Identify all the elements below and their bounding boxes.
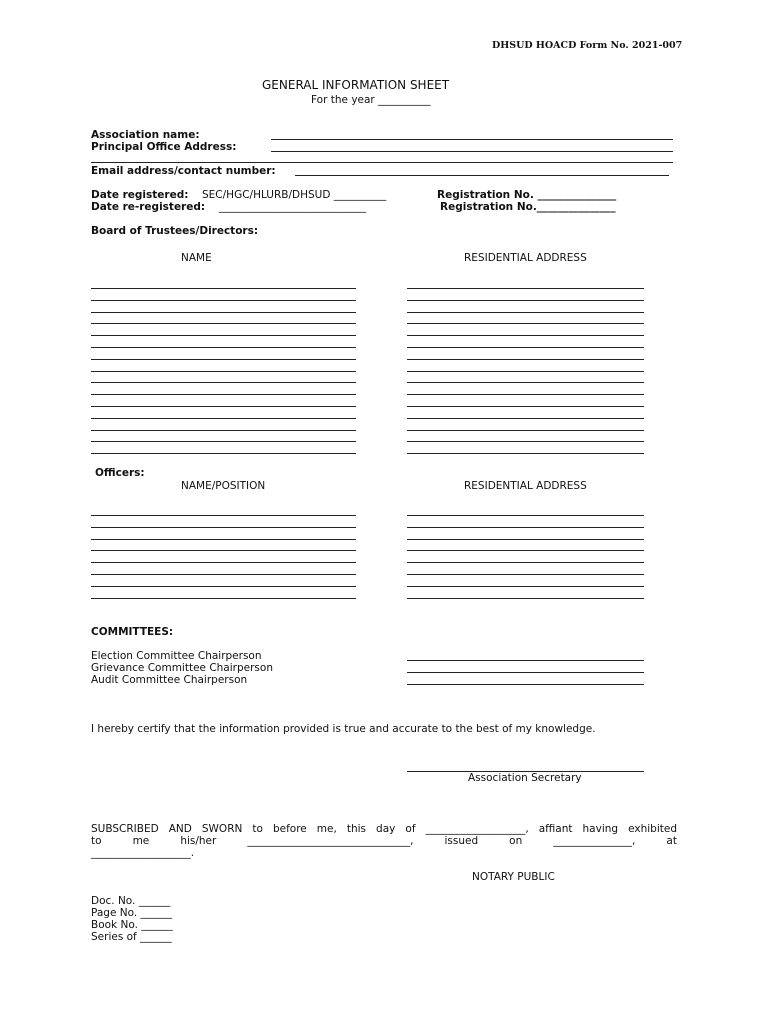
- board-name-line[interactable]: [91, 430, 356, 431]
- office-address-line-2[interactable]: [91, 162, 673, 163]
- committees-heading: COMMITTEES:: [91, 626, 174, 638]
- officer-address-line[interactable]: [407, 527, 644, 528]
- jurat-line-1: SUBSCRIBED AND SWORN to before me, this day of ___________________, affiant having exhibited: [91, 823, 677, 835]
- officer-name-line[interactable]: [91, 539, 356, 540]
- officers-heading: Officers:: [95, 467, 145, 479]
- board-name-line[interactable]: [91, 312, 356, 313]
- board-address-line[interactable]: [407, 382, 644, 383]
- officer-address-line[interactable]: [407, 539, 644, 540]
- association-name-line[interactable]: [271, 139, 673, 140]
- committee-audit-label: Audit Committee Chairperson: [91, 674, 248, 686]
- board-name-line[interactable]: [91, 323, 356, 324]
- board-name-line[interactable]: [91, 288, 356, 289]
- date-reregistered-label: Date re-registered:: [91, 201, 206, 213]
- board-address-line[interactable]: [407, 312, 644, 313]
- secretary-label: Association Secretary: [468, 772, 582, 784]
- board-name-line[interactable]: [91, 406, 356, 407]
- board-address-line[interactable]: [407, 418, 644, 419]
- board-address-line[interactable]: [407, 323, 644, 324]
- registration-no-2-field[interactable]: Registration No._______________: [440, 201, 616, 213]
- jurat-line-2: to me his/her _______________________________, issued on _______________, at: [91, 835, 677, 847]
- book-no-field[interactable]: Book No. ______: [91, 919, 173, 931]
- officer-name-line[interactable]: [91, 586, 356, 587]
- board-name-line[interactable]: [91, 418, 356, 419]
- board-address-line[interactable]: [407, 347, 644, 348]
- officer-name-line[interactable]: [91, 527, 356, 528]
- committee-election-label: Election Committee Chairperson: [91, 650, 262, 662]
- board-address-line[interactable]: [407, 371, 644, 372]
- board-name-line[interactable]: [91, 371, 356, 372]
- board-name-line[interactable]: [91, 441, 356, 442]
- form-number: DHSUD HOACD Form No. 2021-007: [492, 40, 683, 51]
- committee-grievance-label: Grievance Committee Chairperson: [91, 662, 273, 674]
- date-reregistered-field[interactable]: ____________________________: [219, 201, 366, 213]
- committee-election-line[interactable]: [407, 660, 644, 661]
- committee-grievance-line[interactable]: [407, 672, 644, 673]
- board-name-line[interactable]: [91, 382, 356, 383]
- board-heading: Board of Trustees/Directors:: [91, 225, 259, 237]
- officer-name-line[interactable]: [91, 598, 356, 599]
- board-name-line[interactable]: [91, 453, 356, 454]
- certification-text: I hereby certify that the information provided is true and accurate to the best of my knowledge.: [91, 723, 596, 735]
- association-name-label: Association name:: [91, 129, 200, 141]
- board-address-line[interactable]: [407, 430, 644, 431]
- registration-no-field[interactable]: Registration No. _______________: [437, 189, 617, 201]
- board-col-name: NAME: [181, 252, 212, 264]
- officer-name-line[interactable]: [91, 562, 356, 563]
- board-name-line[interactable]: [91, 394, 356, 395]
- date-registered-label: Date registered:: [91, 189, 189, 201]
- office-address-line[interactable]: [271, 151, 673, 152]
- board-name-line[interactable]: [91, 359, 356, 360]
- board-address-line[interactable]: [407, 441, 644, 442]
- officer-address-line[interactable]: [407, 598, 644, 599]
- board-col-address: RESIDENTIAL ADDRESS: [464, 252, 587, 264]
- officer-address-line[interactable]: [407, 550, 644, 551]
- officer-address-line[interactable]: [407, 562, 644, 563]
- board-name-line[interactable]: [91, 335, 356, 336]
- officer-name-line[interactable]: [91, 574, 356, 575]
- officer-name-line[interactable]: [91, 550, 356, 551]
- board-name-line[interactable]: [91, 347, 356, 348]
- board-address-line[interactable]: [407, 300, 644, 301]
- email-line[interactable]: [295, 175, 669, 176]
- series-of-field[interactable]: Series of ______: [91, 931, 172, 943]
- officer-address-line[interactable]: [407, 574, 644, 575]
- doc-no-field[interactable]: Doc. No. ______: [91, 895, 171, 907]
- page-no-field[interactable]: Page No. ______: [91, 907, 173, 919]
- date-registered-field[interactable]: SEC/HGC/HLURB/DHSUD __________: [202, 189, 387, 201]
- board-address-line[interactable]: [407, 394, 644, 395]
- board-address-line[interactable]: [407, 288, 644, 289]
- officer-address-line[interactable]: [407, 515, 644, 516]
- board-address-line[interactable]: [407, 453, 644, 454]
- year-field[interactable]: For the year __________: [311, 94, 431, 106]
- board-name-line[interactable]: [91, 300, 356, 301]
- board-address-line[interactable]: [407, 335, 644, 336]
- officer-name-line[interactable]: [91, 515, 356, 516]
- email-label: Email address/contact number:: [91, 165, 276, 177]
- page-title: GENERAL INFORMATION SHEET: [262, 78, 450, 92]
- officer-address-line[interactable]: [407, 586, 644, 587]
- notary-public-label: NOTARY PUBLIC: [472, 871, 555, 883]
- officers-col-address: RESIDENTIAL ADDRESS: [464, 480, 587, 492]
- board-address-line[interactable]: [407, 406, 644, 407]
- board-address-line[interactable]: [407, 359, 644, 360]
- committee-audit-line[interactable]: [407, 684, 644, 685]
- jurat-line-3: ___________________.: [91, 847, 195, 859]
- officers-col-name: NAME/POSITION: [181, 480, 266, 492]
- office-address-label: Principal Office Address:: [91, 141, 237, 153]
